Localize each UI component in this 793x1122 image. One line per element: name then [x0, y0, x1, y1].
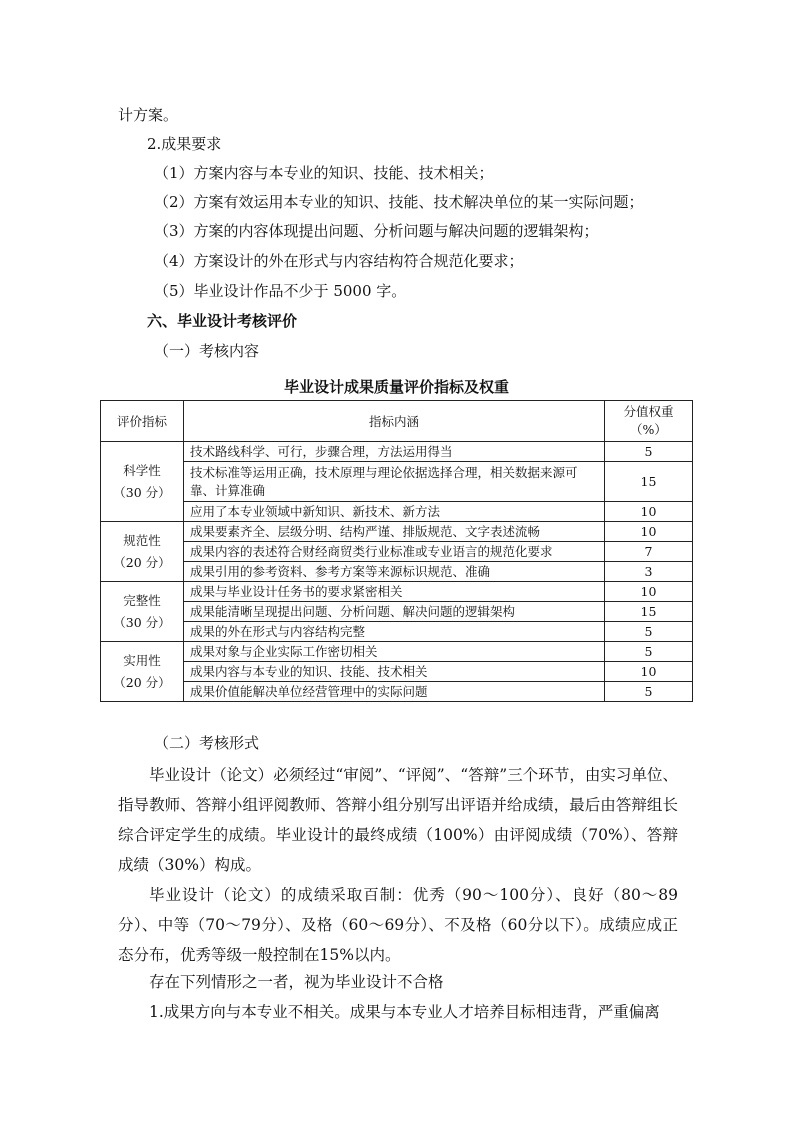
category-name: 规范性 — [123, 532, 161, 548]
subsection-heading: （二）考核形式 — [154, 734, 260, 752]
table-row — [101, 682, 693, 702]
weight-cell: 15 — [605, 462, 693, 502]
weight-cell: 10 — [605, 502, 693, 522]
body-paragraph: 毕业设计（论文）必须经过“审阅”、“评阅”、“答辩”三个环节，由实习单位、指导教师、答辩小组评阅教师、答辩小组分别写出评语并给成绩，最后由答辩组长综合评定学生的成绩。毕业设计的最终成绩（100%）由评阅成绩（70%）、答辩成绩（30%）构成。 — [118, 766, 678, 874]
table-row — [101, 542, 693, 562]
table-row — [101, 522, 693, 542]
header-weight — [605, 401, 693, 442]
section-heading: 六、毕业设计考核评价 — [147, 312, 298, 330]
category-cell — [101, 522, 184, 582]
table-row — [101, 442, 693, 462]
table-row — [101, 662, 693, 682]
weight-cell: 7 — [605, 542, 693, 562]
content-cell: 成果能清晰呈现提出问题、分析问题、解决问题的逻辑架构 — [184, 602, 605, 622]
content-cell: 技术路线科学、可行，步骤合理，方法运用得当 — [184, 442, 605, 462]
text-line: （2）方案有效运用本专业的知识、技能、技术解决单位的某一实际问题； — [154, 193, 644, 211]
content-cell: 成果对象与企业实际工作密切相关 — [184, 642, 605, 662]
content-cell: 成果与毕业设计任务书的要求紧密相关 — [184, 582, 605, 602]
weight-cell: 5 — [605, 682, 693, 702]
weight-cell: 5 — [605, 642, 693, 662]
weight-cell: 10 — [605, 582, 693, 602]
text-line: （5）毕业设计作品不少于 5000 字。 — [154, 282, 407, 300]
table-row — [101, 582, 693, 602]
table-header-row — [101, 401, 693, 442]
content-cell: 技术标准等运用正确，技术原理与理论依据选择合理，相关数据来源可靠、计算准确 — [184, 462, 605, 502]
content-cell: 成果内容的表述符合财经商贸类行业标准或专业语言的规范化要求 — [184, 542, 605, 562]
header-content: 指标内涵 — [184, 401, 605, 442]
body-paragraph: 毕业设计（论文）的成绩采取百制：优秀（90～100分）、良好（80～89分）、中等（70～79分）、及格（60～69分）、不及格（60分以下）。成绩应成正态分布，优秀等级一般控制在15%以内。 — [118, 886, 678, 964]
category-name: 科学性 — [123, 462, 161, 478]
weight-cell: 3 — [605, 562, 693, 582]
category-name: 完整性 — [123, 592, 161, 608]
table-row — [101, 562, 693, 582]
body-paragraph: 存在下列情形之一者，视为毕业设计不合格 — [149, 973, 444, 991]
header-category: 评价指标 — [101, 401, 184, 442]
category-cell — [101, 642, 184, 702]
content-cell: 成果要素齐全、层级分明、结构严谨、排版规范、文字表述流畅 — [184, 522, 605, 542]
content-cell: 成果引用的参考资料、参考方案等来源标识规范、准确 — [184, 562, 605, 582]
content-cell: 应用了本专业领域中新知识、新技术、新方法 — [184, 502, 605, 522]
category-cell — [101, 442, 184, 522]
weight-cell: 10 — [605, 522, 693, 542]
table-row — [101, 642, 693, 662]
weight-cell: 10 — [605, 662, 693, 682]
text-line: （4）方案设计的外在形式与内容结构符合规范化要求； — [154, 252, 524, 270]
weight-cell: 5 — [605, 622, 693, 642]
category-score: （30 分） — [113, 484, 171, 500]
text-line: （3）方案的内容体现提出问题、分析问题与解决问题的逻辑架构； — [154, 222, 599, 240]
header-weight-line2: （%） — [630, 422, 667, 437]
table-title: 毕业设计成果质量评价指标及权重 — [283, 378, 509, 396]
category-score: （20 分） — [113, 674, 171, 690]
content-cell: 成果价值能解决单位经营管理中的实际问题 — [184, 682, 605, 702]
weight-cell: 15 — [605, 602, 693, 622]
evaluation-table — [100, 400, 693, 702]
table-row — [101, 462, 693, 502]
category-score: （20 分） — [113, 554, 171, 570]
table-row — [101, 602, 693, 622]
text-line: 2.成果要求 — [147, 135, 222, 153]
weight-cell: 5 — [605, 442, 693, 462]
text-line: 计方案。 — [118, 106, 179, 124]
body-paragraph: 1.成果方向与本专业不相关。成果与本专业人才培养目标相违背，严重偏离 — [149, 1003, 660, 1021]
content-cell: 成果内容与本专业的知识、技能、技术相关 — [184, 662, 605, 682]
category-name: 实用性 — [123, 652, 161, 668]
table-row — [101, 622, 693, 642]
header-weight-line1: 分值权重 — [623, 404, 674, 419]
table-row — [101, 502, 693, 522]
content-cell: 成果的外在形式与内容结构完整 — [184, 622, 605, 642]
text-line: （1）方案内容与本专业的知识、技能、技术相关； — [154, 164, 494, 182]
subsection-heading: （一）考核内容 — [154, 342, 260, 360]
category-score: （30 分） — [113, 614, 171, 630]
category-cell — [101, 582, 184, 642]
